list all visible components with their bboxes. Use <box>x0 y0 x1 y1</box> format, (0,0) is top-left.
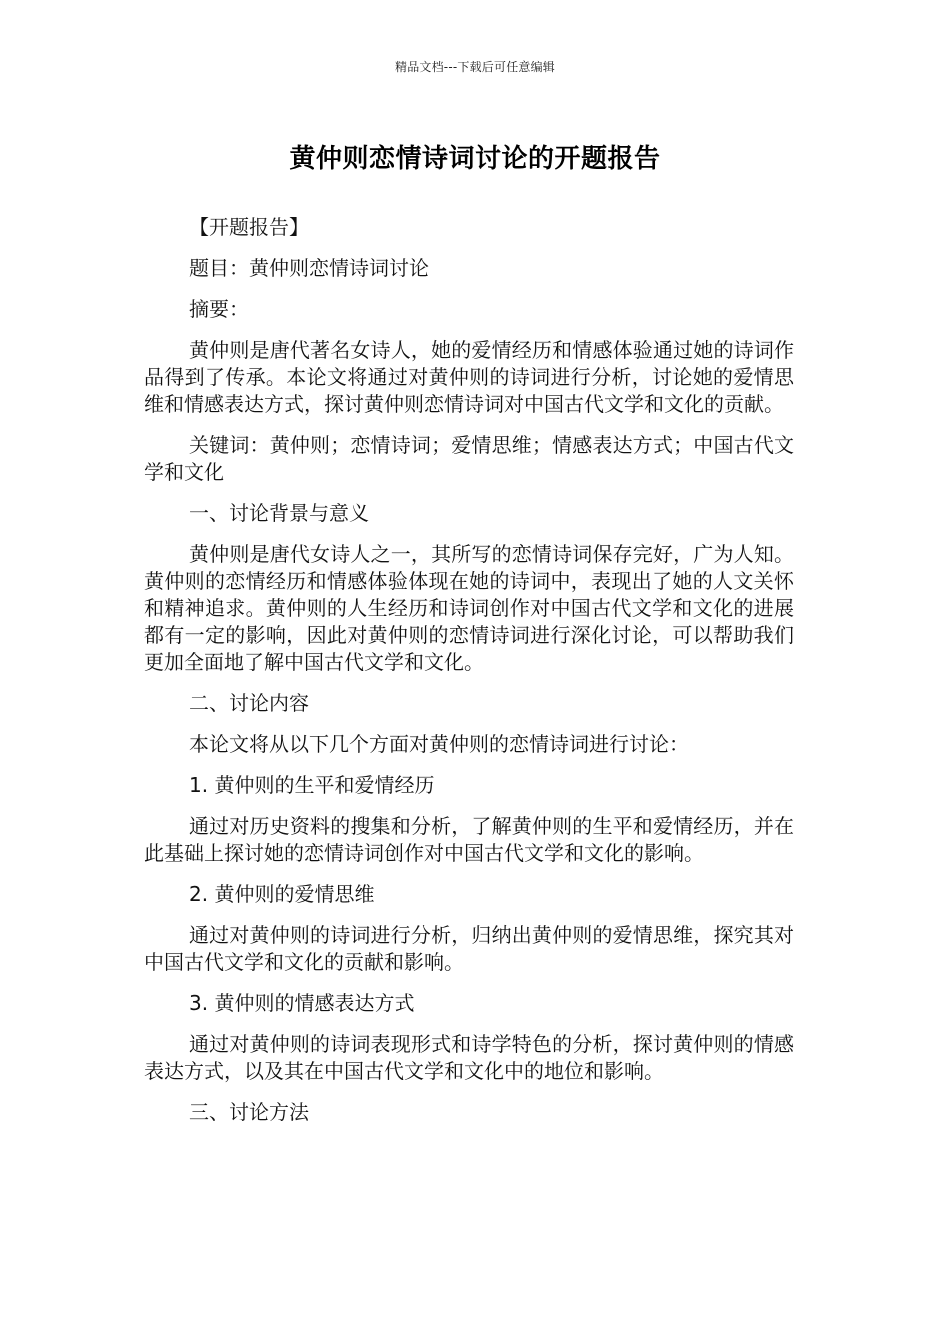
section-heading-method: 三、讨论方法 <box>189 1100 309 1124</box>
subheading-1: 1. 黄仲则的生平和爱情经历 <box>189 773 435 797</box>
document-body <box>144 214 794 1140</box>
subheading-3: 3. 黄仲则的情感表达方式 <box>189 991 415 1015</box>
document-title: 黄仲则恋情诗词讨论的开题报告 <box>289 144 661 174</box>
header-note: 精品文档---下载后可任意编辑 <box>395 60 555 74</box>
subsection-1-paragraph: 通过对历史资料的搜集和分析，了解黄仲则的生平和爱情经历，并在此基础上探讨她的恋情诗词创作对中国古代文学和文化的影响。 <box>144 814 794 865</box>
abstract-label: 摘要： <box>189 297 249 321</box>
section-heading-content: 二、讨论内容 <box>189 691 309 715</box>
section-label-report: 【开题报告】 <box>189 215 309 239</box>
keywords-paragraph: 关键词：黄仲则；恋情诗词；爱情思维；情感表达方式；中国古代文学和文化 <box>144 433 794 484</box>
section-heading-background: 一、讨论背景与意义 <box>189 501 369 525</box>
subsection-2-paragraph: 通过对黄仲则的诗词进行分析，归纳出黄仲则的爱情思维，探究其对中国古代文学和文化的贡献和影响。 <box>144 923 794 974</box>
abstract-paragraph: 黄仲则是唐代著名女诗人，她的爱情经历和情感体验通过她的诗词作品得到了传承。本论文将通过对黄仲则的诗词进行分析，讨论她的爱情思维和情感表达方式，探讨黄仲则恋情诗词对中国古代文学和文化的贡献。 <box>144 338 794 416</box>
subheading-2: 2. 黄仲则的爱情思维 <box>189 882 375 906</box>
subsection-3-paragraph: 通过对黄仲则的诗词表现形式和诗学特色的分析，探讨黄仲则的情感表达方式，以及其在中国古代文学和文化中的地位和影响。 <box>144 1032 794 1083</box>
topic-line: 题目：黄仲则恋情诗词讨论 <box>189 256 429 280</box>
content-intro-line: 本论文将从以下几个方面对黄仲则的恋情诗词进行讨论： <box>189 732 689 756</box>
background-paragraph: 黄仲则是唐代女诗人之一，其所写的恋情诗词保存完好，广为人知。黄仲则的恋情经历和情感体验体现在她的诗词中，表现出了她的人文关怀和精神追求。黄仲则的人生经历和诗词创作对中国古代文学和文化的进展都有一定的影响，因此对黄仲则的恋情诗词进行深化讨论，可以帮助我们更加全面地了解中国古代文学和文化。 <box>144 542 794 674</box>
